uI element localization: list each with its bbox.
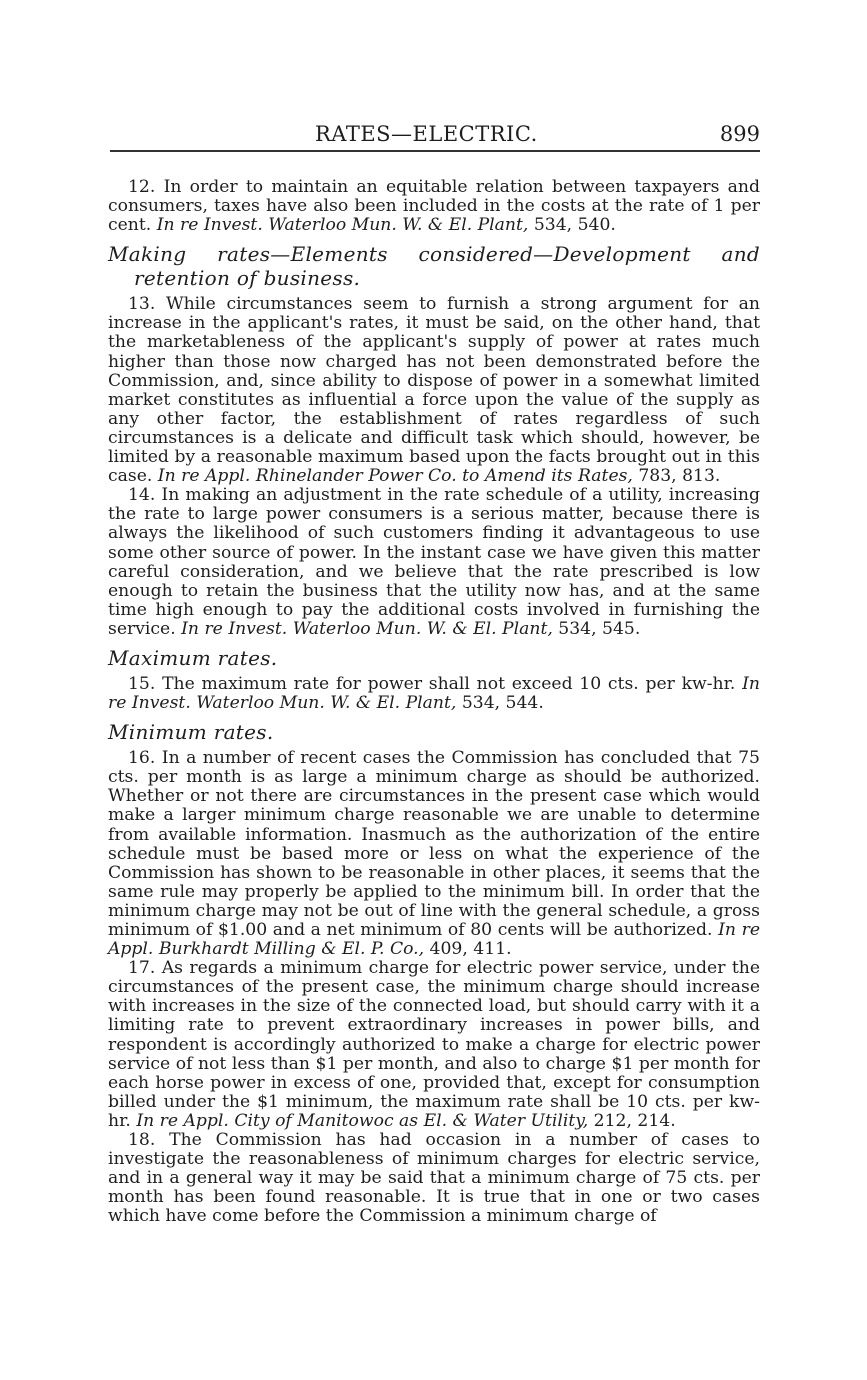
page-number: 899 [719,122,760,146]
paragraph-text: 16. In a number of recent cases the Commission has concluded that 75 cts. per month is as large a minimum charge as should be authorized. Whether or not there are circumstances in the present case which would make a larger minimum charge reasonable we are unable to determine from available information. Inasmuch as the authorization of the entire schedule must be based more or less on what the experience of the Commission has shown to be reasonable in other places, it seems that the same rule may properly be applied to the minimum bill. In order that the minimum charge may not be out of line with the general schedule, a gross minimum of $1.00 and a net minimum of 80 cents will be authorized. [108,748,760,940]
case-citation: In re Invest. Waterloo Mun. W. & El. Plant, [156,215,529,236]
paragraph-15 [108,675,760,713]
case-citation: In re Appl. Rhinelander Power Co. to Amend its Rates, [157,466,633,487]
case-citation: In re Appl. City of Manitowoc as El. & Water Utility, [136,1110,589,1131]
paragraph-14 [108,486,760,639]
paragraph-17 [108,959,760,1131]
section-heading: Making rates—Elements considered—Development and retention of business. [108,242,760,291]
page-header [110,122,760,150]
body-text [108,178,760,1227]
case-citation: In re Appl. Burkhardt Milling & El. P. Co., [108,920,760,960]
running-head: RATES—ELECTRIC. [315,122,538,146]
citation-pages: 534, 544. [456,693,544,714]
citation-pages: 212, 214. [588,1110,676,1131]
paragraph-text: 15. The maximum rate for power shall not exceed 10 cts. per kw-hr. [128,673,743,694]
paragraph-16 [108,749,760,959]
citation-pages: 534, 545. [552,618,641,639]
paragraph-text: 12. In order to maintain an equitable relation between taxpayers and consumers, taxes have also been included in the costs at the rate of 1 per cent. [108,177,760,236]
paragraph-text: 13. While circumstances seem to furnish a strong argument for an increase in the applicant's rates, it must be said, on the other hand, that the marketableness of the applicant's supply of power at rates much higher than those now charged has not been demonstrated before the Commission, and, since ability to dispose of power in a somewhat limited market constitutes as influential a force upon the value of the supply as any other factor, the establishment of rates regardless of such circumstances is a delicate and difficult task which should, however, be limited by a reasonable maximum based upon the facts brought out in this case. [108,294,760,487]
case-citation: In re Invest. Waterloo Mun. W. & El. Plant, [181,618,553,639]
citation-pages: 409, 411. [424,939,512,960]
case-citation: In re Invest. Waterloo Mun. W. & El. Plant, [108,673,760,714]
citation-pages: 534, 540. [528,215,616,236]
citation-pages: 783, 813. [632,466,721,487]
paragraph-13 [108,295,760,486]
paragraph-12 [108,178,760,235]
paragraph-text: 17. As regards a minimum charge for electric power service, under the circumstances of the present case, the minimum charge should increase with increases in the size of the connected load, but should carry with it a limiting rate to prevent extraordinary increases in power bills, and respondent is accordingly authorized to make a charge for electric power service of not less than $1 per month, and also to charge $1 per month for each horse power in excess of one, provided that, except for consumption billed under the $1 minimum, the maximum rate shall be 10 cts. per kw-hr. [108,958,760,1131]
paragraph-18 [108,1131,760,1226]
section-heading: Minimum rates. [108,720,274,745]
paragraph-text: 18. The Commission has had occasion in a number of cases to investigate the reasonableness of minimum charges for electric service, and in a general way it may be said that a minimum charge of 75 cts. per month has been found reasonable. It is true that in one or two cases which have come before the Commission a minimum charge of [108,1130,760,1227]
header-rule [110,150,760,152]
section-heading: Maximum rates. [108,645,278,670]
paragraph-text: 14. In making an adjustment in the rate schedule of a utility, increasing the rate to large power consumers is a serious matter, because there is always the likelihood of such customers finding it advantageous to use some other source of power. In the instant case we have given this matter careful consideration, and we believe that the rate prescribed is low enough to retain the business that the utility now has, and at the same time high enough to pay the additional costs involved in furnishing the service. [108,485,760,639]
